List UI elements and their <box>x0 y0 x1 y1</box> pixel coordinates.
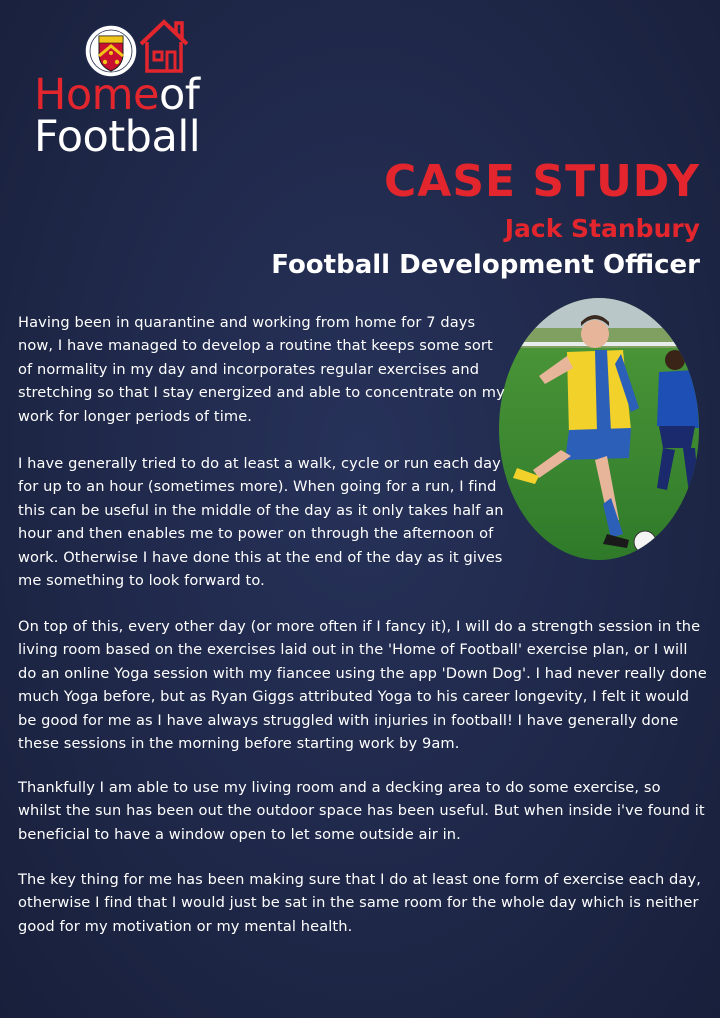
home-of-football-logo <box>34 18 254 168</box>
house-icon <box>138 18 190 74</box>
logo-word-football: Football <box>34 112 201 162</box>
body-paragraph-3: On top of this, every other day (or more often if I fancy it), I will do a strength session in the living room based on the exercises laid out in the 'Home of Football' exercise plan, or I will do an online Yoga session with my fiancee using the app 'Down Dog'. I had never really done much Yoga before, but as Ryan Giggs attributed Yoga to his career longevity, I felt it would be good for me as I have always struggled with injuries in football! I have generally done these sessions in the morning before starting work by 9am. <box>18 618 707 753</box>
case-study-title: CASE STUDY <box>383 156 700 207</box>
body-paragraph-1: Having been in quarantine and working from home for 7 days now, I have managed to develop a routine that keeps some sort of normality in my day and incorporates regular exercises and stretching so that I stay energized and able to concentrate on my work for longer periods of time. <box>18 314 505 425</box>
logo-word-of: of <box>158 70 200 120</box>
player-photo <box>499 298 699 560</box>
logo-word-home: Home <box>34 70 159 120</box>
body-paragraph-4: Thankfully I am able to use my living room and a decking area to do some exercise, so whilst the sun has been out the outdoor space has been useful. But when inside i've found it beneficial to have a window open to let some outside air in. <box>18 779 705 843</box>
body-paragraph-5: The key thing for me has been making sure that I do at least one form of exercise each day, otherwise I find that I would just be sat in the same room for the whole day which is neither good for my motivation or my mental health. <box>18 871 701 935</box>
person-name: Jack Stanbury <box>504 214 700 243</box>
body-paragraph-2: I have generally tried to do at least a walk, cycle or run each day for up to an hour (sometimes more). When going for a run, I find this can be useful in the middle of the day as it only takes half an hour and then enables me to power on through the afternoon of work. Otherwise I have done this at the end of the day as it gives me something to look forward to. <box>18 455 504 590</box>
person-role: Football Development Officer <box>271 250 700 280</box>
